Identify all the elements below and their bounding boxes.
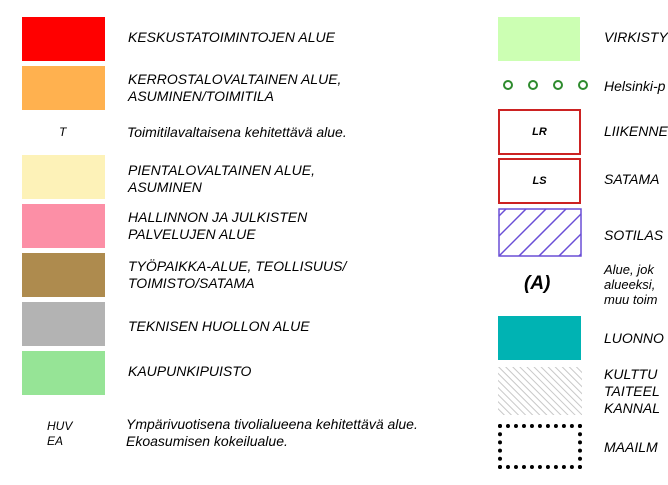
swatch-kaupunkipuisto <box>22 351 105 395</box>
swatch-virkistys <box>498 17 580 61</box>
legend-label-sotilas: SOTILAS <box>604 227 664 243</box>
legend-code-t: T <box>59 125 67 139</box>
green-dotted-line-icon <box>503 80 588 90</box>
legend-code-lr: LR <box>532 126 547 138</box>
legend-label-toimitila: Toimitilavaltaisena kehitettävä alue. <box>127 124 347 140</box>
legend-label-hallinto: HALLINNON JA JULKISTEN PALVELUJEN ALUE <box>128 209 308 242</box>
grey-hatch-icon <box>498 367 582 415</box>
legend-label-virkistys: VIRKISTY <box>604 29 668 45</box>
legend-code-huv-ea: HUV EA <box>47 419 73 448</box>
legend-code-a: (A) <box>524 273 551 294</box>
swatch-pientalo <box>22 155 105 199</box>
green-dot-icon <box>553 80 563 90</box>
swatch-keskusta <box>22 17 105 61</box>
legend-code-ls: LS <box>532 175 547 187</box>
swatch-ls <box>498 158 581 204</box>
legend-label-tekninen: TEKNISEN HUOLLON ALUE <box>128 318 310 334</box>
legend-label-tyopaikka: TYÖPAIKKA-ALUE, TEOLLISUUS/ TOIMISTO/SATAMA <box>128 258 347 291</box>
swatch-tyopaikka <box>22 253 105 297</box>
hatched-box-icon <box>498 208 582 257</box>
legend-label-luonnonsuojelu: LUONNO <box>604 330 664 346</box>
legend-label-huv-ea: Ympärivuotisena tivolialueena kehitettävä alue. Ekoasumisen kokeilualue. <box>126 416 418 449</box>
legend-label-kaupunkipuisto: KAUPUNKIPUISTO <box>128 363 252 379</box>
green-dot-icon <box>503 80 513 90</box>
swatch-kerrostalo <box>22 66 105 110</box>
green-dot-icon <box>578 80 588 90</box>
legend-label-kerrostalo: KERROSTALOVALTAINEN ALUE, ASUMINEN/TOIMITILA <box>128 71 342 104</box>
legend-label-satama: SATAMA <box>604 171 660 187</box>
legend-label-helsinki: Helsinki-p <box>604 78 666 94</box>
swatch-hallinto <box>22 204 105 248</box>
legend-label-pientalo: PIENTALOVALTAINEN ALUE, ASUMINEN <box>128 162 315 195</box>
legend-label-liikenne: LIIKENNE <box>604 123 668 139</box>
legend-label-alue-a: Alue, jok alueeksi, muu toim <box>604 262 658 307</box>
legend-label-kulttuuri: KULTTU TAITEEL KANNAL <box>604 366 661 416</box>
dotted-box-icon <box>498 424 582 469</box>
legend-label-keskusta: KESKUSTATOIMINTOJEN ALUE <box>128 29 335 45</box>
legend-label-maailmanperinto: MAAILM <box>604 439 658 455</box>
swatch-tekninen <box>22 302 105 346</box>
green-dot-icon <box>528 80 538 90</box>
swatch-lr <box>498 109 581 155</box>
swatch-luonnonsuojelu <box>498 316 581 360</box>
